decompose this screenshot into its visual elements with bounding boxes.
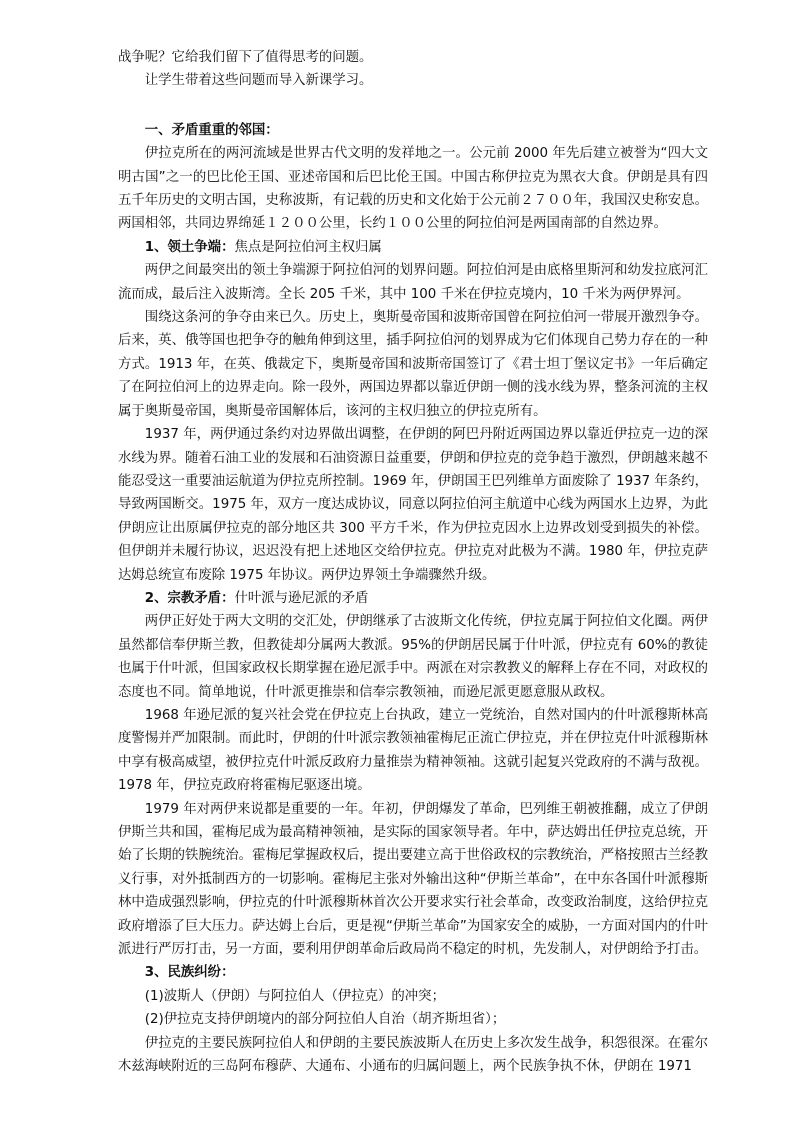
list-item: (2)伊拉克支持伊朗境内的部分阿拉伯人自治（胡齐斯坦省）；	[144, 1012, 506, 1028]
paragraph: 1937 年，两伊通过条约对边界做出调整，在伊朗的阿巴丹附近两国边界以靠近伊拉克一边的深水线为界。随着石油工业的发展和石油资源日益重要，伊朗和伊拉克的竞争趋于激烈，伊朗越来越不能忍受这一重要油运航道为伊拉克所控制。1969 年，伊朗国王巴列维单方面废除了 1937 年条约，导致两国断交。1975 年，双方一度达成协议，同意以阿拉伯河主航道中心线为两国水上边界，为此伊朗应让出原属伊拉克的部分地区共 300 平方千米，作为伊拉克因水上边界改划受到损失的补偿。但伊朗并未履行协议，迟迟没有把上述地区交给伊拉克。伊拉克对此极为不满。1980 年，伊拉克萨达姆总统宣布废除 1975 年协议。两伊边界领土争端骤然升级。	[118, 427, 708, 583]
subsection-title: 焦点是阿拉伯河主权归属	[234, 239, 382, 255]
subsection-number: 3、民族纠纷：	[144, 965, 235, 981]
paragraph: 1968 年逊尼派的复兴社会党在伊拉克上台执政，建立一党统治，自然对国内的什叶派穆斯林高度警惕并严加限制。而此时，伊朗的什叶派宗教领袖霍梅尼正流亡伊拉克，并在伊拉克什叶派穆斯林中享有极高威望，被伊拉克什叶派反政府力量推崇为精神领袖。这就引起复兴党政府的不满与敌视。1978 年，伊拉克政府将霍梅尼驱逐出境。	[118, 707, 708, 794]
subsection-heading	[118, 236, 708, 259]
paragraph: 围绕这条河的争夺由来已久。历史上，奥斯曼帝国和波斯帝国曾在阿拉伯河一带展开激烈争夺。后来，英、俄等国也把争夺的触角伸到这里，插手阿拉伯河的划界成为它们体现自己势力存在的一种方式。1913 年，在英、俄裁定下，奥斯曼帝国和波斯帝国签订了《君士坦丁堡议定书》一年后确定了在阿拉伯河上的边界走向。除一段外，两国边界都以靠近伊朗一侧的浅水线为界，整条河流的主权属于奥斯曼帝国，奥斯曼帝国解体后，该河的主权归独立的伊拉克所有。	[118, 310, 708, 419]
subsection-number: 2、宗教矛盾：	[144, 590, 235, 606]
subsection-heading	[118, 587, 708, 610]
subsection-heading	[118, 961, 708, 984]
paragraph: 两伊之间最突出的领土争端源于阿拉伯河的划界问题。阿拉伯河是由底格里斯河和幼发拉底河汇流而成，最后注入波斯湾。全长 205 千米，其中 100 千米在伊拉克境内，10 千米为两伊界河。	[118, 263, 708, 302]
section-heading: 一、矛盾重重的邻国：	[144, 122, 279, 138]
subsection-title: 什叶派与逊尼派的矛盾	[234, 590, 369, 606]
paragraph: 让学生带着这些问题而导入新课学习。	[144, 73, 373, 89]
subsection-number: 1、领土争端：	[144, 239, 235, 255]
list-item: (1)波斯人（伊朗）与阿拉伯人（伊拉克）的冲突；	[144, 988, 445, 1004]
paragraph: 伊拉克所在的两河流域是世界古代文明的发祥地之一。公元前 2000 年先后建立被誉为“四大文明古国”之一的巴比伦王国、亚述帝国和后巴比伦王国。中国古称伊拉克为黑衣大食。伊朗是具有四五千年历史的文明古国，史称波斯，有记载的历史和文化始于公元前２７００年，我国汉史称安息。两国相邻，共同边界绵延１２００公里，长约１００公里的阿拉伯河是两国南部的自然边界。	[118, 146, 708, 232]
paragraph: 两伊正好处于两大文明的交汇处，伊朗继承了古波斯文化传统，伊拉克属于阿拉伯文化圈。两伊虽然都信奉伊斯兰教，但教徒却分属两大教派。95%的伊朗居民属于什叶派，伊拉克有 60%的教徒也属于什叶派，但国家政权长期掌握在逊尼派手中。两派在对宗教教义的解释上存在不同，对政权的态度也不同。简单地说，什叶派更推崇和信奉宗教领袖，而逊尼派更愿意服从政权。	[118, 614, 708, 700]
paragraph: 伊拉克的主要民族阿拉伯人和伊朗的主要民族波斯人在历史上多次发生战争，积怨很深。在霍尔木兹海峡附近的三岛阿布穆萨、大通布、小通布的归属问题上，两个民族争执不休，伊朗在 1971	[118, 1035, 708, 1075]
paragraph: 战争呢？它给我们留下了值得思考的问题。	[118, 50, 373, 65]
paragraph: 1979 年对两伊来说都是重要的一年。年初，伊朗爆发了革命，巴列维王朝被推翻，成立了伊朗伊斯兰共和国，霍梅尼成为最高精神领袖，是实际的国家领导者。年中，萨达姆出任伊拉克总统，开始了长期的铁腕统治。霍梅尼掌握政权后，提出要建立高于世俗政权的宗教统治，严格按照古兰经教义行事，对外抵制西方的一切影响。霍梅尼主张对外输出这种“伊斯兰革命”，在中东各国什叶派穆斯林中造成强烈影响，伊拉克的什叶派穆斯林首次公开要求实行社会革命，改变政治制度，这给伊拉克政府增添了巨大压力。萨达姆上台后，更是视“伊斯兰革命”为国家安全的威胁，一方面对国内的什叶派进行严厉打击，另一方面，要利用伊朗革命后政局尚不稳定的时机，先发制人，对伊朗给予打击。	[118, 801, 708, 958]
